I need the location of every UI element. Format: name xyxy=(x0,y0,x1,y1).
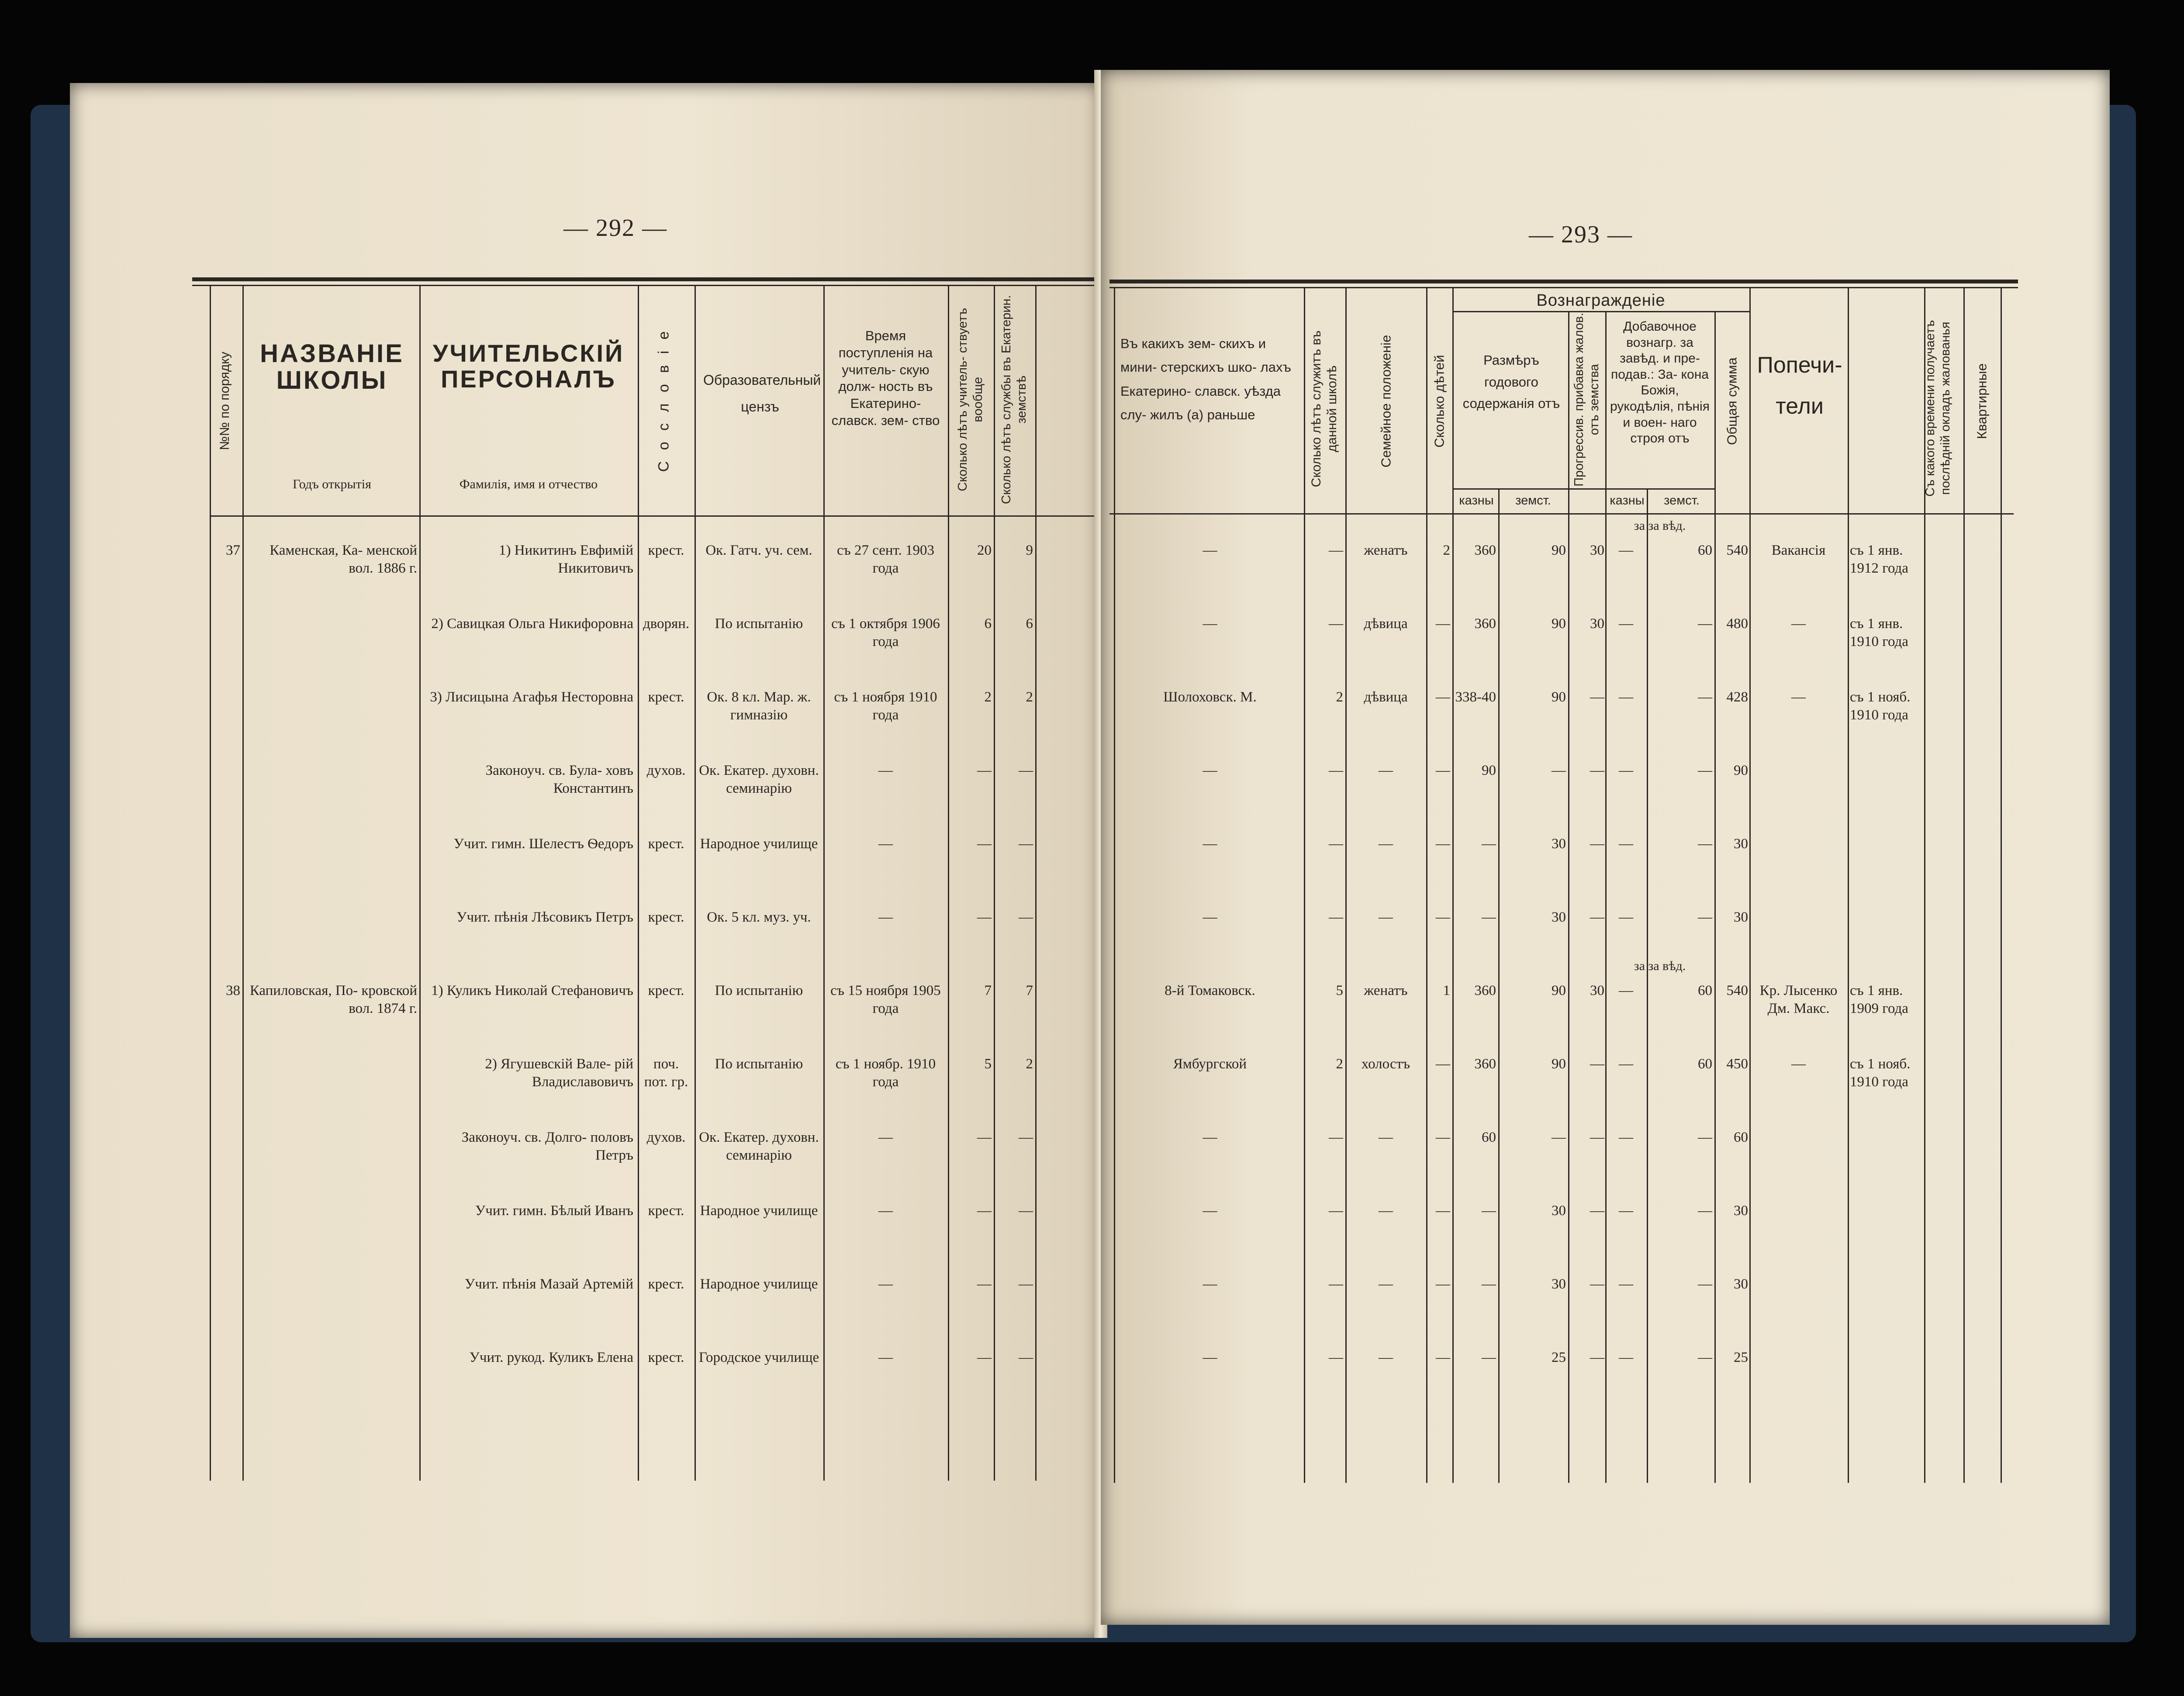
cell-estate: крест. xyxy=(648,836,684,852)
col-divider xyxy=(638,286,639,1481)
cell-yz: — xyxy=(1019,1350,1033,1365)
col-divider xyxy=(1568,312,1569,1483)
cell-ch: 2 xyxy=(1443,542,1450,558)
cell-az: 60 xyxy=(1698,542,1712,558)
cell-entry: съ 1 ноябр. 1910 года xyxy=(835,1056,936,1090)
cell-school: Капиловская, По- кровской вол. 1874 г. xyxy=(249,983,417,1017)
cell-edu: Городское училище xyxy=(698,1350,819,1365)
col-divider xyxy=(1304,288,1305,1483)
cell-entry: — xyxy=(878,1130,893,1145)
cell-sz: 30 xyxy=(1552,1276,1566,1292)
cell-edu: Ок. Екатер. духовн. семинарію xyxy=(699,763,819,797)
cell-ak: — xyxy=(1619,689,1633,705)
cell-fam: — xyxy=(1379,1350,1393,1365)
cell-pr: 30 xyxy=(1590,616,1604,632)
cell-yz: — xyxy=(1019,763,1033,778)
header-children: Сколько дѣтей xyxy=(1431,355,1447,448)
cell-yz: 7 xyxy=(1026,983,1033,998)
cell-name: 1) Никитинъ Евфимій Никитовичъ xyxy=(498,542,633,577)
cell-tot: 480 xyxy=(1726,616,1748,632)
header-staff-sub: Фамилія, имя и отчество xyxy=(459,477,598,491)
cell-fam: — xyxy=(1379,836,1393,852)
cell-sk: 360 xyxy=(1474,542,1496,558)
cell-prior: — xyxy=(1203,836,1217,852)
cell-yh: — xyxy=(1329,1203,1343,1219)
col-divider xyxy=(419,286,421,1481)
cell-ak: — xyxy=(1619,1130,1633,1145)
header-bottom-rule xyxy=(210,515,1101,517)
cell-pr: — xyxy=(1590,909,1604,925)
cell-pr: 30 xyxy=(1590,983,1604,998)
col-divider xyxy=(1605,312,1607,1483)
header-entry: Время поступленія на учитель- скую долж- ность въ Екатерино- славск. зем- ство xyxy=(831,328,940,428)
cell-fam: — xyxy=(1379,1130,1393,1145)
cell-az: — xyxy=(1698,909,1712,925)
header-trustees: Попечи- тели xyxy=(1757,352,1842,419)
col-divider xyxy=(1963,288,1965,1483)
header-staff-title: УЧИТЕЛЬСКІЙ ПЕРСОНАЛЪ xyxy=(432,339,625,393)
header-salary: Размѣръ годового содержанія отъ xyxy=(1462,352,1560,411)
cell-since: съ 1 нояб. 1910 года xyxy=(1850,1056,1911,1090)
cell-estate: поч. пот. гр. xyxy=(644,1056,688,1090)
header-estate: С о с л о в і е xyxy=(655,328,672,472)
cell-yh: — xyxy=(1329,1350,1343,1365)
cell-yt: 2 xyxy=(984,689,992,705)
cell-yt: — xyxy=(977,1203,992,1219)
cell-sk: 360 xyxy=(1474,983,1496,998)
cell-name: 1) Куликъ Николай Стефановичъ xyxy=(431,983,633,998)
cell-ak: — xyxy=(1619,983,1633,998)
cell-tot: 30 xyxy=(1734,1276,1748,1292)
cell-prior: 8-й Томаковск. xyxy=(1165,983,1255,998)
cell-ch: — xyxy=(1436,1056,1450,1072)
cell-prior: — xyxy=(1203,1130,1217,1145)
cell-sk: 360 xyxy=(1474,616,1496,632)
cell-sz: 25 xyxy=(1552,1350,1566,1365)
cell-sk: 360 xyxy=(1474,1056,1496,1072)
cell-yh: — xyxy=(1329,836,1343,852)
cell-sz: 90 xyxy=(1552,983,1566,998)
cell-note: за за вѣд. xyxy=(1634,518,1686,533)
cell-sz: — xyxy=(1552,1130,1566,1145)
cell-prior: — xyxy=(1203,763,1217,778)
cell-tr: — xyxy=(1791,616,1806,632)
cell-entry: — xyxy=(878,836,893,852)
col-divider xyxy=(695,286,696,1481)
col-divider xyxy=(823,286,825,1481)
cell-pr: — xyxy=(1590,1350,1604,1365)
cell-sz: 30 xyxy=(1552,1203,1566,1219)
cell-az: 60 xyxy=(1698,1056,1712,1072)
cell-yt: — xyxy=(977,1130,992,1145)
cell-since: съ 1 янв. 1909 года xyxy=(1850,983,1908,1017)
cell-prior: — xyxy=(1203,1203,1217,1219)
right-page xyxy=(1101,70,2110,1625)
cell-ch: 1 xyxy=(1443,983,1450,998)
cell-sk: 60 xyxy=(1482,1130,1496,1145)
cell-name: Учит. гимн. Шелестъ Ѳедоръ xyxy=(453,836,633,852)
cell-name: 2) Ягушевскій Вале- рій Владиславовичъ xyxy=(485,1056,633,1090)
cell-note: за за вѣд. xyxy=(1634,959,1686,973)
header-years-here: Сколько лѣтъ служитъ въ данной школѣ xyxy=(1309,330,1339,487)
cell-sk: — xyxy=(1482,1276,1496,1292)
cell-yz: — xyxy=(1019,909,1033,925)
cell-az: — xyxy=(1698,1130,1712,1145)
cell-ak: — xyxy=(1619,1350,1633,1365)
cell-yh: — xyxy=(1329,909,1343,925)
cell-yz: 9 xyxy=(1026,542,1033,558)
header-prior: Въ какихъ зем- скихъ и мини- стерскихъ шко- лахъ Екатерино- славск. уѣзда слу- жилъ (а) раньше xyxy=(1120,336,1291,422)
cell-yh: 2 xyxy=(1336,1056,1343,1072)
header-progressive: Прогрессив. прибавка жалов. отъ земства xyxy=(1572,312,1601,487)
cell-yz: — xyxy=(1019,1130,1033,1145)
header-school-sub: Годъ открытія xyxy=(293,477,371,491)
cell-pr: — xyxy=(1590,763,1604,778)
col-divider xyxy=(1035,286,1037,1481)
reward-sub-rule xyxy=(1452,488,1714,490)
cell-fam: дѣвица xyxy=(1364,616,1408,632)
cell-sz: — xyxy=(1552,763,1566,778)
cell-entry: — xyxy=(878,909,893,925)
cell-sk: — xyxy=(1482,1350,1496,1365)
cell-yh: — xyxy=(1329,616,1343,632)
cell-estate: духов. xyxy=(646,763,686,778)
cell-yt: — xyxy=(977,909,992,925)
cell-edu: По испытанію xyxy=(715,983,803,998)
cell-sk: 338-40 xyxy=(1455,689,1496,705)
cell-school: Каменская, Ка- менской вол. 1886 г. xyxy=(270,542,417,577)
header-top-rule-thin xyxy=(192,285,1101,286)
cell-estate: духов. xyxy=(646,1130,686,1145)
col-divider xyxy=(948,286,949,1481)
left-page xyxy=(70,83,1101,1638)
cell-ch: — xyxy=(1436,1130,1450,1145)
cell-edu: Ок. 5 кл. муз. уч. xyxy=(707,909,811,925)
cell-ch: — xyxy=(1436,689,1450,705)
cell-estate: крест. xyxy=(648,1350,684,1365)
cell-ak: — xyxy=(1619,836,1633,852)
cell-yt: 7 xyxy=(984,983,992,998)
cell-yh: — xyxy=(1329,1276,1343,1292)
cell-name: Учит. гимн. Бѣлый Иванъ xyxy=(475,1203,633,1219)
cell-edu: По испытанію xyxy=(715,1056,803,1072)
cell-prior: — xyxy=(1203,909,1217,925)
col-divider xyxy=(210,286,211,1481)
cell-ch: — xyxy=(1436,909,1450,925)
col-divider xyxy=(1426,288,1427,1483)
cell-prior: — xyxy=(1203,1276,1217,1292)
page-number: — 293 — xyxy=(1529,221,1633,248)
cell-tr: — xyxy=(1791,1056,1806,1072)
cell-entry: съ 1 октября 1906 года xyxy=(831,616,940,650)
cell-yz: 6 xyxy=(1026,616,1033,632)
cell-yh: — xyxy=(1329,542,1343,558)
cell-sk: 90 xyxy=(1482,763,1496,778)
cell-az: — xyxy=(1698,1350,1712,1365)
cell-sz: 90 xyxy=(1552,542,1566,558)
page-number: — 292 — xyxy=(563,214,667,242)
cell-tot: 450 xyxy=(1726,1056,1748,1072)
cell-name: Учит. пѣнія Мазай Артемій xyxy=(464,1276,633,1292)
cell-yh: 2 xyxy=(1336,689,1343,705)
cell-ch: — xyxy=(1436,1276,1450,1292)
header-num: №№ по порядку xyxy=(218,352,232,450)
header-education: Образовательный цензъ xyxy=(703,372,821,415)
cell-tot: 540 xyxy=(1726,542,1748,558)
col-divider xyxy=(994,286,995,1481)
header-years-total: Сколько лѣтъ учитель- ствуетъ вообще xyxy=(956,307,985,491)
cell-fam: холостъ xyxy=(1361,1056,1410,1072)
col-divider xyxy=(1452,288,1454,1483)
cell-tot: 30 xyxy=(1734,836,1748,852)
cell-sz: 30 xyxy=(1552,909,1566,925)
cell-yh: — xyxy=(1329,763,1343,778)
header-treasury: казны xyxy=(1459,494,1494,508)
cell-estate: крест. xyxy=(648,1203,684,1219)
cell-edu: Народное училище xyxy=(700,836,818,852)
cell-tr: Кр. Лысенко Дм. Макс. xyxy=(1759,983,1838,1017)
cell-estate: крест. xyxy=(648,542,684,558)
header-treasury-2: казны xyxy=(1610,494,1645,508)
cell-entry: — xyxy=(878,763,893,778)
cell-edu: Народное училище xyxy=(700,1203,818,1219)
cell-name: Законоуч. св. Долго- половъ Петръ xyxy=(461,1130,633,1164)
cell-edu: Ок. Екатер. духовн. семинарію xyxy=(699,1130,819,1164)
cell-name: Учит. рукод. Куликъ Елена xyxy=(469,1350,633,1365)
cell-yt: — xyxy=(977,1350,992,1365)
cell-prior: — xyxy=(1203,542,1217,558)
cell-estate: крест. xyxy=(648,689,684,705)
header-housing: Квартирные xyxy=(1974,363,1990,439)
cell-tot: 540 xyxy=(1726,983,1748,998)
cell-az: — xyxy=(1698,689,1712,705)
cell-tot: 25 xyxy=(1734,1350,1748,1365)
cell-edu: Народное училище xyxy=(700,1276,818,1292)
cell-ak: — xyxy=(1619,1276,1633,1292)
cell-sz: 90 xyxy=(1552,1056,1566,1072)
cell-fam: — xyxy=(1379,1276,1393,1292)
header-zemstvo: земст. xyxy=(1515,494,1551,508)
header-since: Съ какого времени получаетъ послѣдній окладъ жалованья xyxy=(1923,320,1952,497)
cell-sk: — xyxy=(1482,836,1496,852)
cell-entry: съ 1 ноября 1910 года xyxy=(834,689,937,723)
cell-entry: — xyxy=(878,1276,893,1292)
cell-ak: — xyxy=(1619,763,1633,778)
cell-az: — xyxy=(1698,763,1712,778)
col-divider xyxy=(1114,288,1115,1483)
cell-prior: Ямбургской xyxy=(1173,1056,1247,1072)
cell-name: Законоуч. св. Була- ховъ Константинъ xyxy=(485,763,633,797)
cell-ak: — xyxy=(1619,616,1633,632)
cell-estate: крест. xyxy=(648,1276,684,1292)
cell-sk: — xyxy=(1482,909,1496,925)
col-divider xyxy=(1345,288,1347,1483)
cell-ch: — xyxy=(1436,1350,1450,1365)
cell-num: 38 xyxy=(226,983,240,998)
cell-ak: — xyxy=(1619,1203,1633,1219)
header-school-title: НАЗВАНІЕ ШКОЛЫ xyxy=(260,339,404,394)
cell-pr: 30 xyxy=(1590,542,1604,558)
header-family: Семейное положеніе xyxy=(1378,335,1394,468)
cell-sk: — xyxy=(1482,1203,1496,1219)
cell-az: — xyxy=(1698,1203,1712,1219)
cell-prior: Шолоховск. М. xyxy=(1163,689,1257,705)
header-top-rule xyxy=(192,277,1101,281)
cell-entry: съ 27 сент. 1903 года xyxy=(836,542,934,577)
cell-tot: 90 xyxy=(1734,763,1748,778)
col-divider xyxy=(1848,288,1849,1483)
cell-ak: — xyxy=(1619,542,1633,558)
cell-yz: 2 xyxy=(1026,1056,1033,1072)
cell-edu: По испытанію xyxy=(715,616,803,632)
header-total: Общая сумма xyxy=(1724,357,1740,445)
cell-entry: съ 15 ноября 1905 года xyxy=(830,983,941,1017)
cell-name: 2) Савицкая Ольга Никифоровна xyxy=(431,616,633,632)
cell-entry: — xyxy=(878,1203,893,1219)
col-divider xyxy=(1714,312,1716,1483)
cell-fam: женатъ xyxy=(1364,983,1408,998)
cell-sz: 90 xyxy=(1552,616,1566,632)
col-divider xyxy=(242,286,244,1481)
cell-ch: — xyxy=(1436,1203,1450,1219)
cell-edu: Ок. 8 кл. Мар. ж. гимназію xyxy=(707,689,811,723)
cell-yt: 6 xyxy=(984,616,992,632)
cell-ch: — xyxy=(1436,616,1450,632)
cell-yh: 5 xyxy=(1336,983,1343,998)
header-top-rule-thin xyxy=(1109,287,2018,288)
cell-since: съ 1 янв. 1912 года xyxy=(1850,542,1908,577)
cell-tot: 30 xyxy=(1734,909,1748,925)
cell-num: 37 xyxy=(226,542,240,558)
cell-pr: — xyxy=(1590,1276,1604,1292)
cell-yz: 2 xyxy=(1026,689,1033,705)
cell-yz: — xyxy=(1019,1203,1033,1219)
cell-pr: — xyxy=(1590,1056,1604,1072)
cell-estate: крест. xyxy=(648,983,684,998)
cell-tot: 30 xyxy=(1734,1203,1748,1219)
cell-az: 60 xyxy=(1698,983,1712,998)
cell-tot: 60 xyxy=(1734,1130,1748,1145)
cell-yt: — xyxy=(977,836,992,852)
cell-fam: — xyxy=(1379,1203,1393,1219)
cell-fam: — xyxy=(1379,763,1393,778)
cell-tot: 428 xyxy=(1726,689,1748,705)
header-reward: Вознагражденіе xyxy=(1536,291,1666,310)
cell-tr: Вакансія xyxy=(1771,542,1826,558)
cell-pr: — xyxy=(1590,1203,1604,1219)
cell-yt: — xyxy=(977,1276,992,1292)
cell-yt: — xyxy=(977,763,992,778)
cell-name: 3) Лисицына Агафья Несторовна xyxy=(430,689,633,705)
cell-prior: — xyxy=(1203,1350,1217,1365)
cell-yt: 5 xyxy=(984,1056,992,1072)
cell-prior: — xyxy=(1203,616,1217,632)
cell-pr: — xyxy=(1590,836,1604,852)
cell-az: — xyxy=(1698,1276,1712,1292)
cell-ak: — xyxy=(1619,909,1633,925)
cell-sz: 30 xyxy=(1552,836,1566,852)
cell-yz: — xyxy=(1019,1276,1033,1292)
col-divider xyxy=(1647,489,1648,1483)
header-years-zemstvo: Сколько лѣтъ службы въ Екатерин. земствѣ xyxy=(999,295,1029,504)
cell-pr: — xyxy=(1590,1130,1604,1145)
cell-entry: — xyxy=(878,1350,893,1365)
header-zemstvo-2: земст. xyxy=(1664,494,1700,508)
cell-since: съ 1 нояб. 1910 года xyxy=(1850,689,1911,723)
cell-ak: — xyxy=(1619,1056,1633,1072)
cell-estate: дворян. xyxy=(643,616,690,632)
cell-ch: — xyxy=(1436,836,1450,852)
cell-ch: — xyxy=(1436,763,1450,778)
cell-az: — xyxy=(1698,836,1712,852)
cell-tr: — xyxy=(1791,689,1806,705)
header-top-rule xyxy=(1109,280,2018,283)
cell-fam: дѣвица xyxy=(1364,689,1408,705)
cell-sz: 90 xyxy=(1552,689,1566,705)
cell-fam: — xyxy=(1379,909,1393,925)
cell-pr: — xyxy=(1590,689,1604,705)
cell-edu: Ок. Гатч. уч. сем. xyxy=(705,542,812,558)
col-divider xyxy=(1749,288,1751,1483)
header-additional: Добавочное вознагр. за завѣд. и пре- подав.: За- кона Божія, рукодѣлія, пѣнія и воен- наго строя отъ xyxy=(1610,319,1710,446)
cell-az: — xyxy=(1698,616,1712,632)
cell-yz: — xyxy=(1019,836,1033,852)
cell-estate: крест. xyxy=(648,909,684,925)
col-divider xyxy=(1498,489,1500,1483)
col-divider xyxy=(2001,288,2002,1483)
cell-fam: женатъ xyxy=(1364,542,1408,558)
header-bottom-rule xyxy=(1109,513,2014,515)
cell-since: съ 1 янв. 1910 года xyxy=(1850,616,1908,650)
cell-yh: — xyxy=(1329,1130,1343,1145)
cell-yt: 20 xyxy=(977,542,992,558)
cell-name: Учит. пѣнія Лѣсовикъ Петръ xyxy=(456,909,633,925)
